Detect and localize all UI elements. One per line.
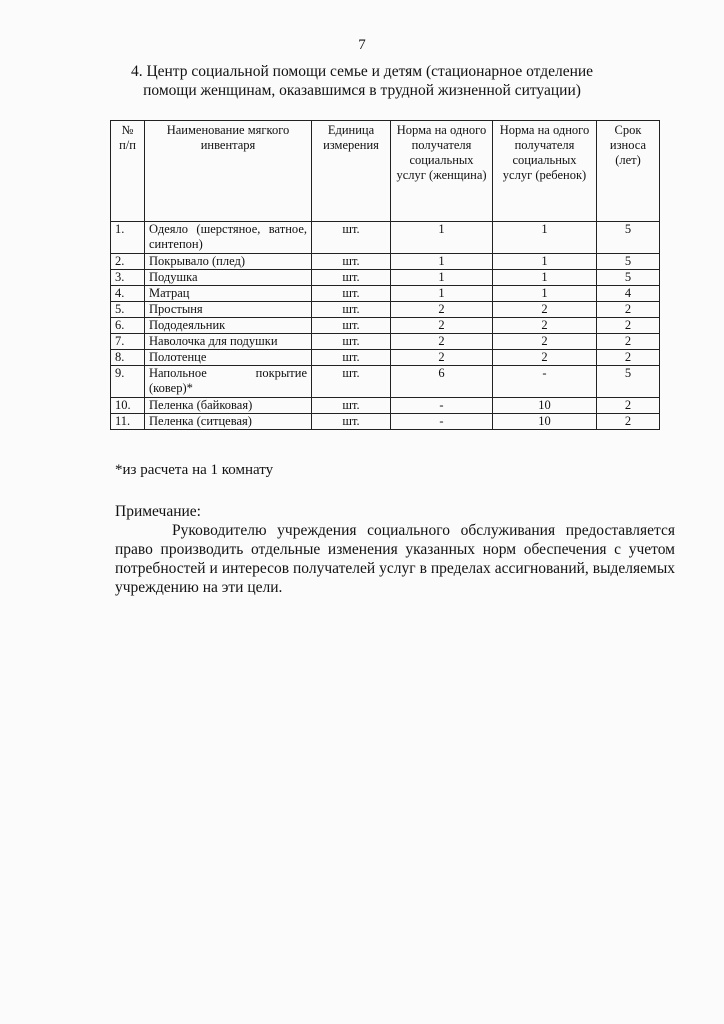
row-wear-period: 2: [597, 334, 660, 350]
row-num: 9.: [111, 366, 145, 398]
row-unit: шт.: [312, 366, 391, 398]
row-wear-period: 2: [597, 302, 660, 318]
row-norm-child: 2: [493, 334, 597, 350]
row-norm-women: -: [391, 398, 493, 414]
row-num: 1.: [111, 222, 145, 254]
row-norm-women: 1: [391, 270, 493, 286]
table-row: [111, 222, 660, 254]
row-num: 11.: [111, 414, 145, 430]
row-name: Пеленка (байковая): [145, 398, 312, 414]
row-wear-period: 2: [597, 318, 660, 334]
table-row: [111, 270, 660, 286]
row-norm-women: 1: [391, 222, 493, 254]
header-name: Наименование мягкого инвентаря: [145, 121, 312, 222]
table-row: [111, 414, 660, 430]
row-name: Пододеяльник: [145, 318, 312, 334]
row-unit: шт.: [312, 350, 391, 366]
row-unit: шт.: [312, 286, 391, 302]
row-num: 5.: [111, 302, 145, 318]
section-heading-line-1: 4. Центр социальной помощи семье и детям (стационарное отделение: [130, 63, 594, 80]
table-header-row: [111, 121, 660, 222]
row-unit: шт.: [312, 414, 391, 430]
table-row: [111, 286, 660, 302]
row-norm-child: 2: [493, 318, 597, 334]
row-norm-women: 6: [391, 366, 493, 398]
row-norm-child: 1: [493, 286, 597, 302]
table-row: [111, 398, 660, 414]
row-num: 2.: [111, 254, 145, 270]
row-unit: шт.: [312, 254, 391, 270]
footnote: *из расчета на 1 комнату: [115, 462, 274, 478]
row-unit: шт.: [312, 302, 391, 318]
row-wear-period: 5: [597, 270, 660, 286]
row-num: 3.: [111, 270, 145, 286]
row-num: 6.: [111, 318, 145, 334]
table-row: [111, 350, 660, 366]
row-unit: шт.: [312, 318, 391, 334]
row-name: Матрац: [145, 286, 312, 302]
table-row: [111, 302, 660, 318]
row-num: 7.: [111, 334, 145, 350]
page-number: 7: [358, 37, 366, 53]
table-row: [111, 254, 660, 270]
row-wear-period: 5: [597, 254, 660, 270]
row-name: Одеяло (шерстяное, ватное, синтепон): [145, 222, 312, 254]
row-norm-women: 2: [391, 318, 493, 334]
section-heading: [0, 62, 724, 100]
row-name: Напольное покрытие (ковер)*: [145, 366, 312, 398]
row-wear-period: 2: [597, 350, 660, 366]
row-num: 4.: [111, 286, 145, 302]
table-row: [111, 366, 660, 398]
row-num: 10.: [111, 398, 145, 414]
row-num: 8.: [111, 350, 145, 366]
header-wear-period: Срок износа (лет): [597, 121, 660, 222]
row-unit: шт.: [312, 334, 391, 350]
row-name: Полотенце: [145, 350, 312, 366]
row-norm-women: 2: [391, 350, 493, 366]
row-wear-period: 5: [597, 222, 660, 254]
row-norm-women: 2: [391, 334, 493, 350]
row-norm-child: 2: [493, 302, 597, 318]
row-unit: шт.: [312, 398, 391, 414]
table-row: [111, 318, 660, 334]
note-title: Примечание:: [115, 503, 201, 520]
row-name: Наволочка для подушки: [145, 334, 312, 350]
header-norm-child: Норма на одного получателя социальных услуг (ребенок): [493, 121, 597, 222]
row-norm-women: 2: [391, 302, 493, 318]
row-name: Простыня: [145, 302, 312, 318]
row-norm-child: 2: [493, 350, 597, 366]
row-norm-child: 1: [493, 270, 597, 286]
row-norm-women: 1: [391, 286, 493, 302]
row-wear-period: 2: [597, 414, 660, 430]
table-row: [111, 334, 660, 350]
row-wear-period: 4: [597, 286, 660, 302]
row-wear-period: 2: [597, 398, 660, 414]
row-name: Покрывало (плед): [145, 254, 312, 270]
row-norm-women: -: [391, 414, 493, 430]
header-norm-women: Норма на одного получателя социальных услуг (женщина): [391, 121, 493, 222]
row-unit: шт.: [312, 270, 391, 286]
row-norm-child: 10: [493, 414, 597, 430]
row-norm-child: 1: [493, 254, 597, 270]
header-unit: Единица измерения: [312, 121, 391, 222]
row-name: Подушка: [145, 270, 312, 286]
note-body: Руководителю учреждения социального обслуживания предоставляется право производить отдельные изменения указанных норм обеспечения с учетом потребностей и интересов получателей услуг в пределах ассигнований, выделяемых учреждению на эти цели.: [115, 522, 675, 596]
row-norm-women: 1: [391, 254, 493, 270]
soft-inventory-table: [110, 120, 660, 430]
row-unit: шт.: [312, 222, 391, 254]
row-norm-child: 1: [493, 222, 597, 254]
row-wear-period: 5: [597, 366, 660, 398]
header-num: № п/п: [111, 121, 145, 222]
row-name: Пеленка (ситцевая): [145, 414, 312, 430]
row-norm-child: -: [493, 366, 597, 398]
section-heading-line-2: помощи женщинам, оказавшимся в трудной жизненной ситуации): [143, 82, 581, 99]
row-norm-child: 10: [493, 398, 597, 414]
